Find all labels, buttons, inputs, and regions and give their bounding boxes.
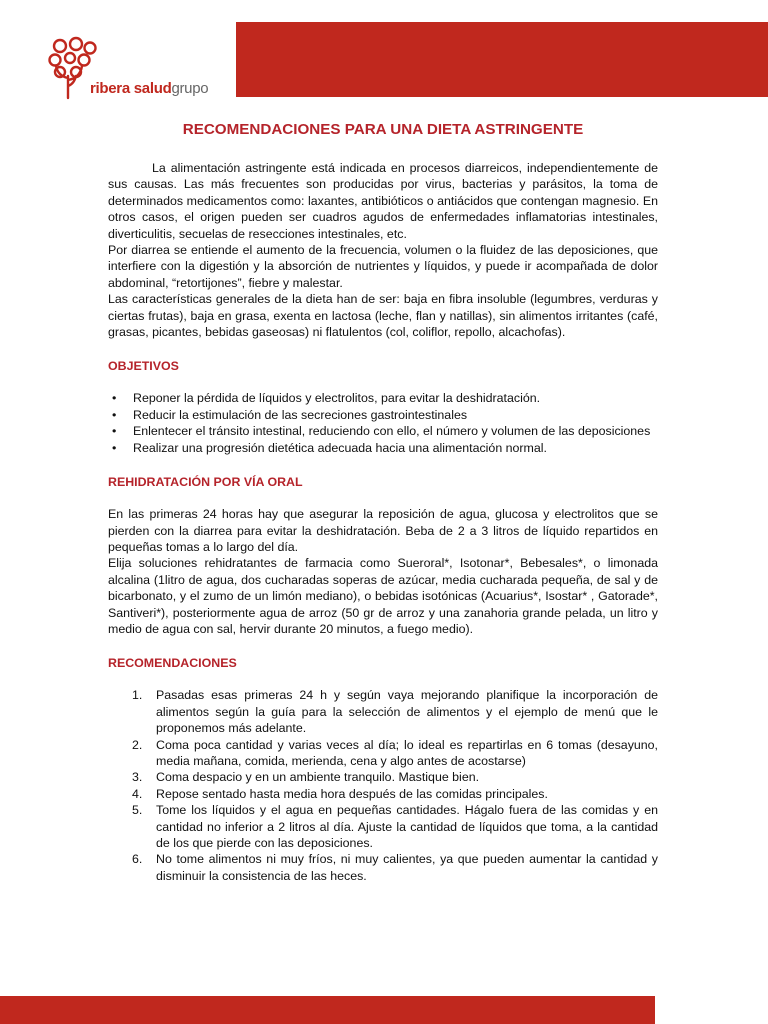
item-number: 6. — [132, 852, 143, 867]
list-item — [108, 802, 658, 851]
list-item — [108, 737, 658, 770]
objetivos-list — [108, 390, 658, 456]
list-item — [108, 769, 658, 785]
company-name — [90, 80, 208, 97]
list-item — [108, 687, 658, 736]
intro-paragraph-1: La alimentación astringente está indicada en procesos diarreicos, independientemente de sus causas. Las más frecuentes son producidas por virus, bacterias y parásitos, la toma de determinados medicamentos como: laxantes, antibióticos o antiácidos que contengan magnesio. En otros casos, el origen pueden ser cuadros agudos de enfermedades inflamatorias intestinales, diverticulitis, secuelas de resecciones intestinales, etc. — [108, 161, 658, 241]
rehidratacion-paragraph-2: Elija soluciones rehidratantes de farmacia como Sueroral*, Isotonar*, Bebesales*, o limonada alcalina (1litro de agua, dos cucharadas soperas de azúcar, media cucharada pequeña, de sal y de bicarbonato, y el zumo de un limón mediano), o bebidas isotónicas (Acuarius*, Isostar* , Gatorade*, Santiveri*), posteriormente agua de arroz (50 gr de arroz y una zanahoria grande pelada, un litro y medio de agua con sal, hervir durante 20 minutos, a fuego medio). — [108, 556, 658, 636]
list-item: • Reducir la estimulación de las secreciones gastrointestinales — [108, 407, 658, 423]
item-text: Repose sentado hasta media hora después de las comidas principales. — [156, 786, 548, 801]
list-item: • Reponer la pérdida de líquidos y electrolitos, para evitar la deshidratación. — [108, 390, 658, 406]
company-logo — [46, 36, 216, 100]
intro-paragraph-3: Las características generales de la dieta han de ser: baja en fibra insoluble (legumbres, verduras y ciertas frutas), baja en grasa, exenta en lactosa (leche, flan y natillas), sin alimentos irritantes (café, grasas, picantes, bebidas gaseosas) ni flatulentos (col, coliflor, repollo, alcachofas). — [108, 292, 658, 340]
item-text: Coma despacio y en un ambiente tranquilo. Mastique bien. — [156, 770, 480, 785]
company-name-secondary: grupo — [171, 80, 209, 97]
item-number: 2. — [132, 737, 143, 752]
footer-banner — [0, 996, 655, 1024]
document-body — [108, 120, 658, 884]
item-number: 4. — [132, 786, 143, 801]
item-number: 3. — [132, 770, 143, 785]
objetivos-heading: OBJETIVOS — [108, 359, 179, 374]
list-item — [108, 851, 658, 884]
item-text: Coma poca cantidad y varias veces al día; lo ideal es repartirlas en 6 tomas (desayuno, media mañana, comida, merienda, cena y algo antes de acostarse) — [156, 737, 658, 768]
list-item — [108, 786, 658, 802]
intro-paragraph-2: Por diarrea se entiende el aumento de la frecuencia, volumen o la fluidez de las deposiciones, que interfiere con la digestión y la absorción de nutrientes y líquidos, y puede ir acompañada de dolor abdominal, “retortijones”, fiebre y malestar. — [108, 243, 658, 290]
item-number: 5. — [132, 803, 143, 818]
rehidratacion-paragraph-1: En las primeras 24 horas hay que asegurar la reposición de agua, glucosa y electrolitos que se pierden con la diarrea para evitar la deshidratación. Beba de 2 a 3 litros de líquido repartidos en pequeñas tomas a lo largo del día. — [108, 507, 658, 554]
list-item: • Enlentecer el tránsito intestinal, reduciendo con ello, el número y volumen de las deposiciones — [108, 423, 658, 439]
item-number: 1. — [132, 688, 143, 703]
recomendaciones-heading: RECOMENDACIONES — [108, 656, 237, 671]
header-banner — [236, 22, 768, 97]
item-text: Tome los líquidos y el agua en pequeñas cantidades. Hágalo fuera de las comidas y en cantidad no inferior a 2 litros al día. Ajuste la cantidad de líquidos que toma, a la cantidad de los que pierde con las deposiciones. — [156, 803, 658, 850]
list-item: • Realizar una progresión dietética adecuada hacia una alimentación normal. — [108, 440, 658, 456]
item-text: Pasadas esas primeras 24 h y según vaya mejorando planifique la incorporación de alimentos según la guía para la selección de alimentos y el ejemplo de menú que le proponemos más adelante. — [156, 688, 658, 736]
rehidratacion-heading: REHIDRATACIÓN POR VÍA ORAL — [108, 475, 303, 490]
item-text: No tome alimentos ni muy fríos, ni muy calientes, ya que pueden aumentar la cantidad y disminuir la consistencia de las heces. — [156, 852, 658, 883]
company-name-primary: ribera salud — [90, 80, 172, 97]
page-title: RECOMENDACIONES PARA UNA DIETA ASTRINGENTE — [182, 121, 584, 138]
recomendaciones-list — [108, 687, 658, 884]
